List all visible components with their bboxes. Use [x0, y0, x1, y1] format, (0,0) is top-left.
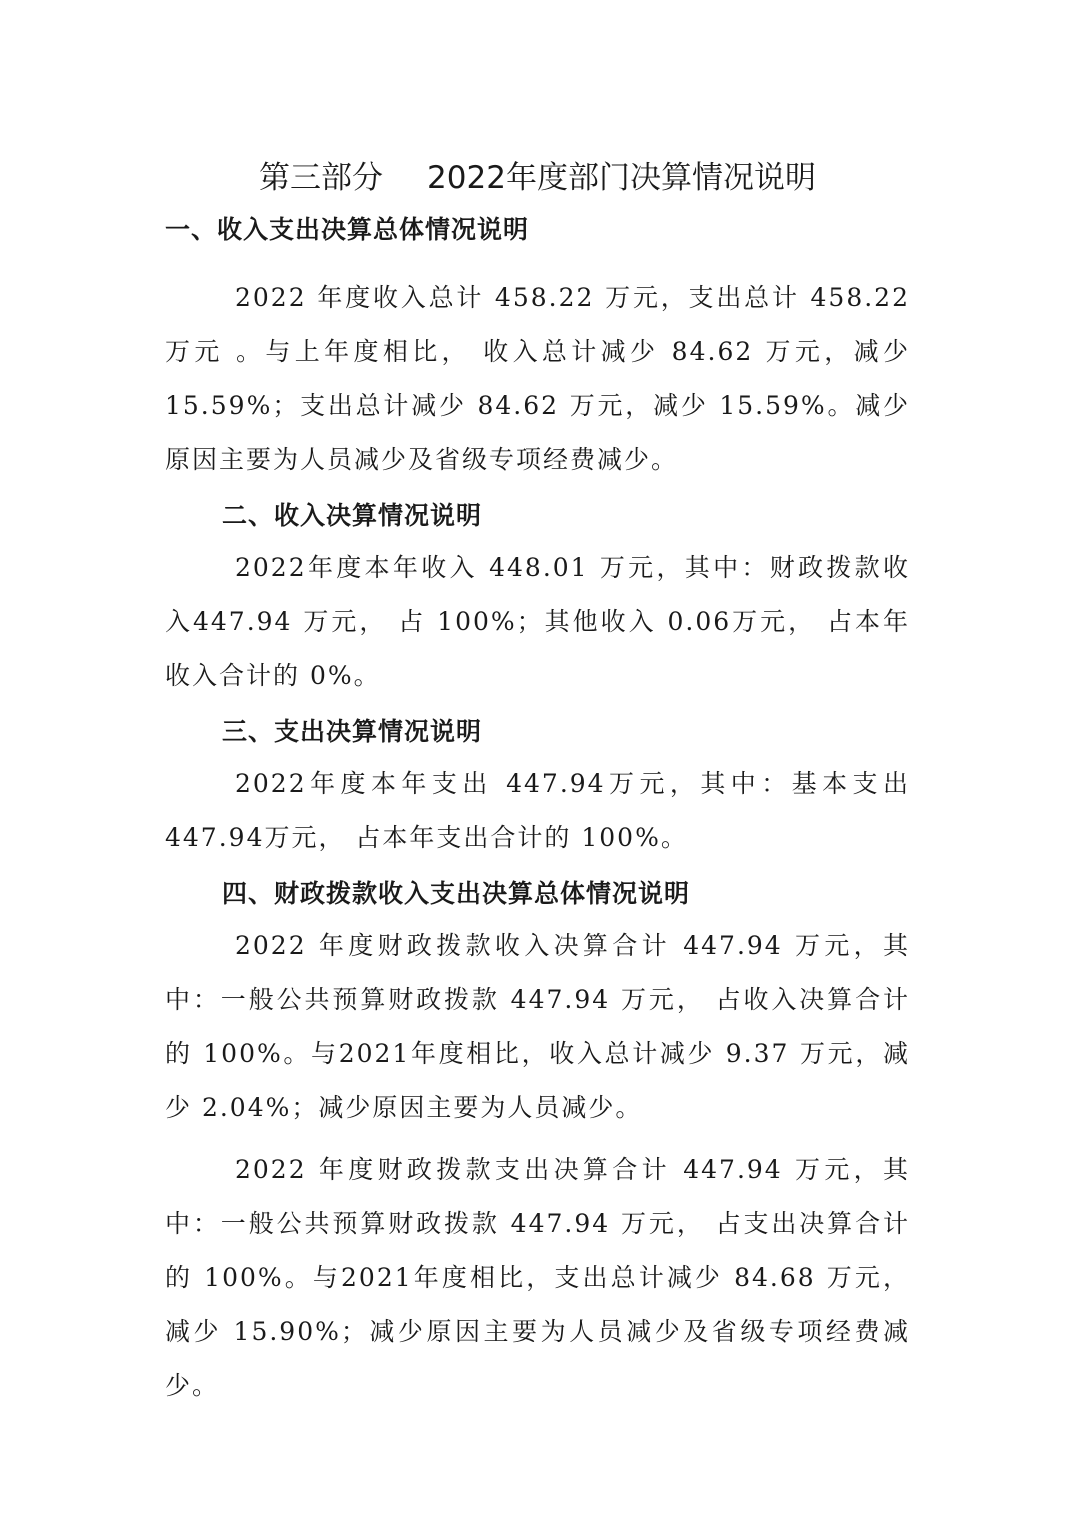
document-title	[165, 155, 910, 201]
section-heading-4: 四、财政拨款收入支出决算总体情况说明	[222, 879, 691, 908]
section-2-paragraph: 2022年度本年收入 448.01 万元，其中：财政拨款收入447.94 万元， 占 100%；其他收入 0.06万元， 占本年收入合计的 0%。	[165, 553, 910, 690]
section-4-paragraph-2: 2022 年度财政拨款支出决算合计 447.94 万元，其中：一般公共预算财政拨款 447.94 万元， 占支出决算合计的 100%。与2021年度相比，支出总计减少 84.68 万元，减少 15.90%；减少原因主要为人员减少及省级专项经费减少。	[165, 1155, 910, 1400]
section-heading-3: 三、支出决算情况说明	[222, 717, 483, 746]
section-1-paragraph: 2022 年度收入总计 458.22 万元，支出总计 458.22 万元 。与上年度相比， 收入总计减少 84.62 万元，减少 15.59%；支出总计减少 84.62 万元，减少 15.59%。减少原因主要为人员减少及省级专项经费减少。	[165, 283, 910, 474]
section-heading-2: 二、收入决算情况说明	[222, 501, 483, 530]
section-heading-1: 一、收入支出决算总体情况说明	[165, 215, 530, 244]
section-4-paragraph-1: 2022 年度财政拨款收入决算合计 447.94 万元，其中：一般公共预算财政拨款 447.94 万元， 占收入决算合计的 100%。与2021年度相比，收入总计减少 9.37 万元，减少 2.04%；减少原因主要为人员减少。	[165, 931, 910, 1122]
title-part: 第三部分	[259, 160, 384, 196]
title-text: 2022年度部门决算情况说明	[427, 160, 816, 196]
section-3-paragraph: 2022年度本年支出 447.94万元，其中：基本支出447.94万元， 占本年支出合计的 100%。	[165, 769, 910, 852]
document-page	[165, 140, 910, 1413]
